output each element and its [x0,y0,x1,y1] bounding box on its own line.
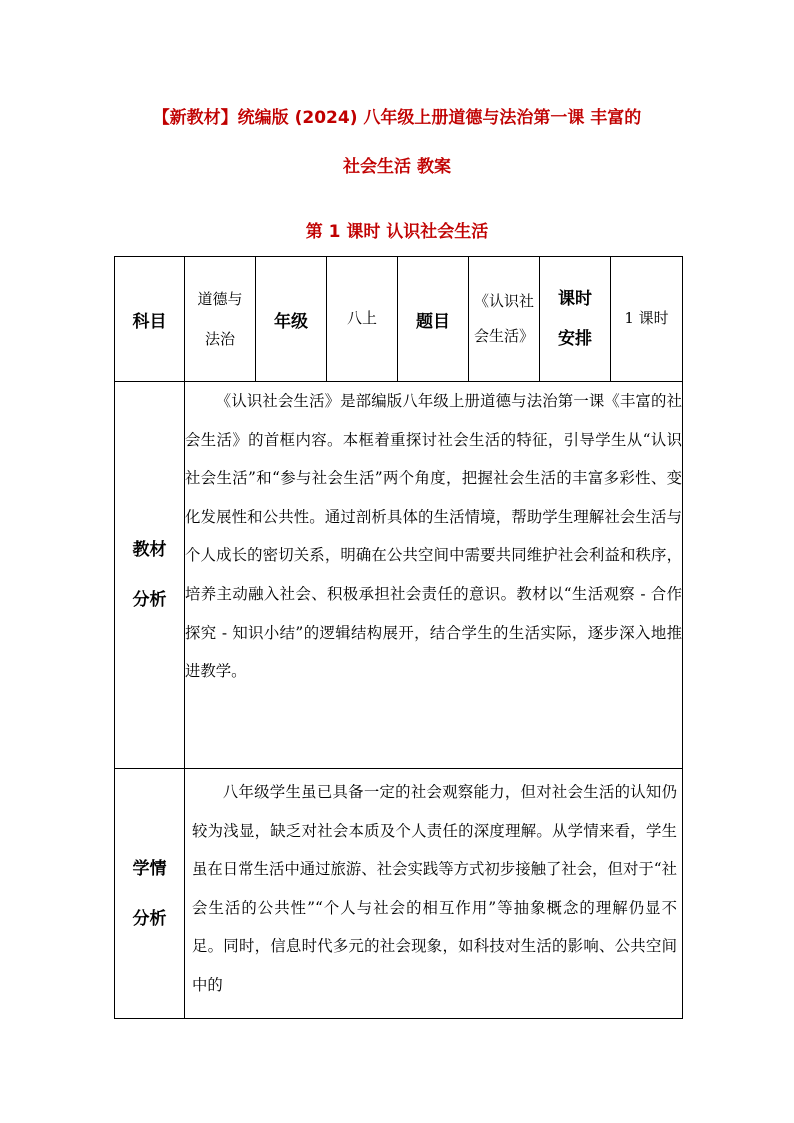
textbook-analysis-row [115,382,683,769]
textbook-analysis-text: 《认识社会生活》是部编版八年级上册道德与法治第一课《丰富的社会生活》的首框内容。本框着重探讨社会生活的特征，引导学生从“认识社会生活”和“参与社会生活”两个角度，把握社会生活的丰富多彩性、变化发展性和公共性。通过剖析具体的生活情境，帮助学生理解社会生活与个人成长的密切关系，明确在公共空间中需要共同维护社会利益和秩序，培养主动融入社会、积极承担社会责任的意识。教材以“生活观察 - 合作探究 - 知识小结”的逻辑结构展开，结合学生的生活实际，逐步深入地推进教学。 [185,382,683,769]
hours-value: 1 课时 [611,257,683,382]
lesson-subtitle: 第 1 课时 认识社会生活 [305,222,489,242]
topic-value: 《认识社会生活》 [474,292,535,345]
document-title-line-2: 社会生活 教案 [343,157,451,177]
student-analysis-label: 学情分析 [132,858,167,929]
student-analysis-row [115,769,683,1019]
grade-label: 年级 [256,257,327,382]
student-analysis-text: 八年级学生虽已具备一定的社会观察能力，但对社会生活的认知仍较为浅显，缺乏对社会本质及个人责任的深度理解。从学情来看，学生虽在日常生活中通过旅游、社会实践等方式初步接触了社会，但对于“社会生活的公共性”“个人与社会的相互作用”等抽象概念的理解仍显不足。同时，信息时代多元的社会现象，如科技对生活的影响、公共空间中的 [192,783,677,994]
header-row [115,257,683,382]
subject-value: 道德与法治 [197,290,243,348]
grade-value: 八上 [327,257,398,382]
topic-label: 题目 [398,257,469,382]
lesson-plan-table [114,256,683,1019]
hours-label: 课时安排 [558,289,592,349]
textbook-analysis-label: 教材分析 [132,540,167,610]
subject-label: 科目 [115,257,185,382]
document-title-line-1: 【新教材】统编版 (2024) 八年级上册道德与法治第一课 丰富的 [152,108,642,128]
